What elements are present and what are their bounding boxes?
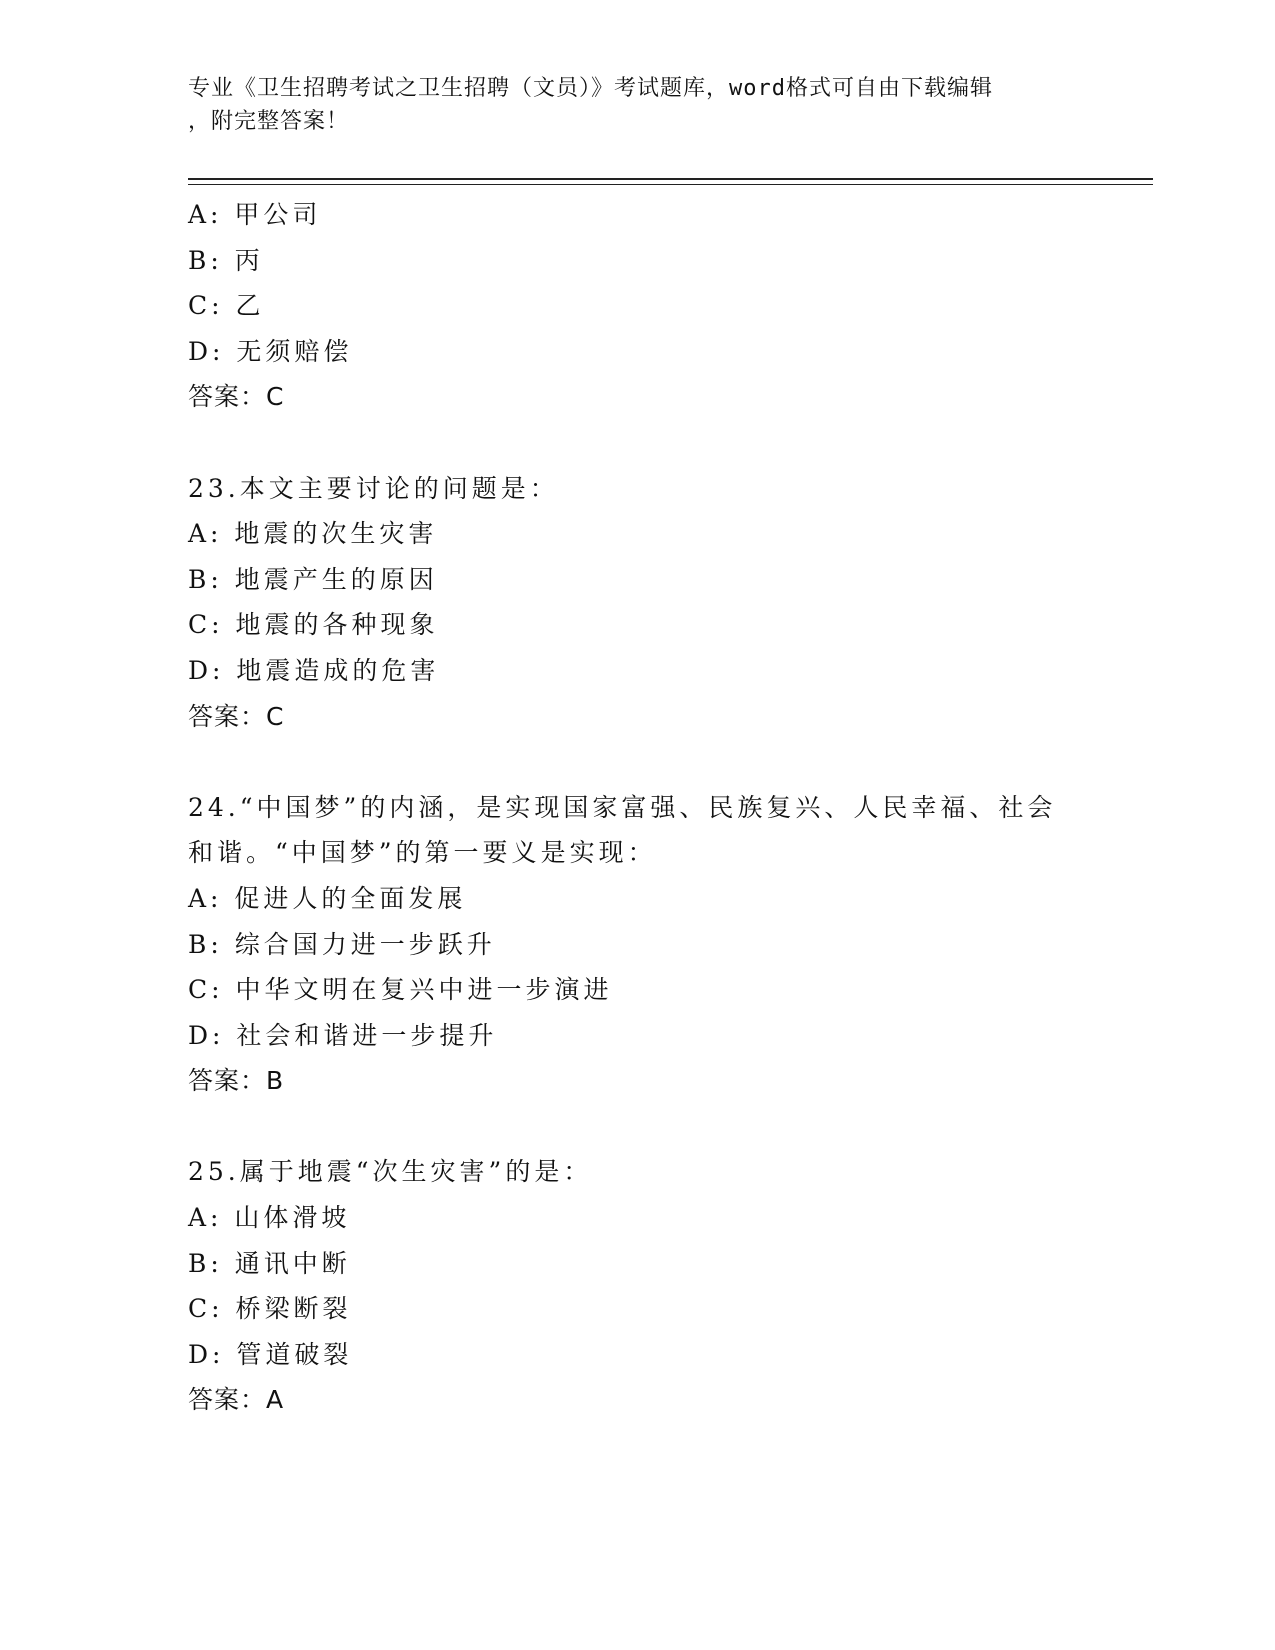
- answer-line: 答案：A: [188, 1385, 285, 1415]
- spacer: [188, 420, 1088, 466]
- header-divider-thin: [188, 184, 1153, 185]
- answer-line: 答案：B: [188, 1066, 285, 1096]
- option-b: B: 通讯中断: [188, 1248, 351, 1278]
- question-stem-line-2: 和谐。“中国梦”的第一要义是实现：: [188, 838, 657, 868]
- option-b: B: 综合国力进一步跃升: [188, 929, 496, 959]
- question-block-22: [188, 192, 1088, 420]
- question-list: [188, 192, 1088, 1423]
- option-c: C: 中华文明在复兴中进一步演进: [188, 975, 613, 1005]
- option-b: B: 地震产生的原因: [188, 564, 438, 594]
- header-line-2: ，附完整答案！: [188, 109, 350, 134]
- question-stem: 23.本文主要讨论的问题是：: [188, 473, 559, 503]
- option-d: D: 管道破裂: [188, 1339, 353, 1369]
- option-a: A: 促进人的全面发展: [188, 883, 467, 913]
- option-d: D: 社会和谐进一步提升: [188, 1020, 498, 1050]
- option-c: C: 桥梁断裂: [188, 1294, 352, 1324]
- option-c: C: 地震的各种现象: [188, 610, 439, 640]
- spacer: [188, 739, 1088, 785]
- option-c: C: 乙: [188, 291, 265, 321]
- option-b: B: 丙: [188, 245, 264, 275]
- option-a: A: 甲公司: [188, 200, 322, 229]
- answer-line: 答案：C: [188, 701, 285, 731]
- question-block-24: [188, 785, 1088, 1104]
- option-a: A: 山体滑坡: [188, 1203, 351, 1233]
- spacer: [188, 1104, 1088, 1150]
- header-line-1: 专业《卫生招聘考试之卫生招聘（文员）》考试题库，word格式可自由下载编辑: [188, 76, 993, 101]
- option-a: A: 地震的次生灾害: [188, 519, 438, 549]
- option-d: D: 地震造成的危害: [188, 655, 440, 685]
- question-block-23: [188, 466, 1088, 740]
- question-block-25: [188, 1149, 1088, 1423]
- header-divider-thick: [188, 178, 1153, 180]
- question-stem: 25.属于地震“次生灾害”的是：: [188, 1157, 593, 1187]
- option-d: D: 无须赔偿: [188, 336, 353, 366]
- question-stem-line-1: 24.“中国梦”的内涵，是实现国家富强、民族复兴、人民幸福、社会: [188, 792, 1057, 822]
- answer-line: 答案：C: [188, 382, 285, 412]
- document-header: [188, 72, 1078, 138]
